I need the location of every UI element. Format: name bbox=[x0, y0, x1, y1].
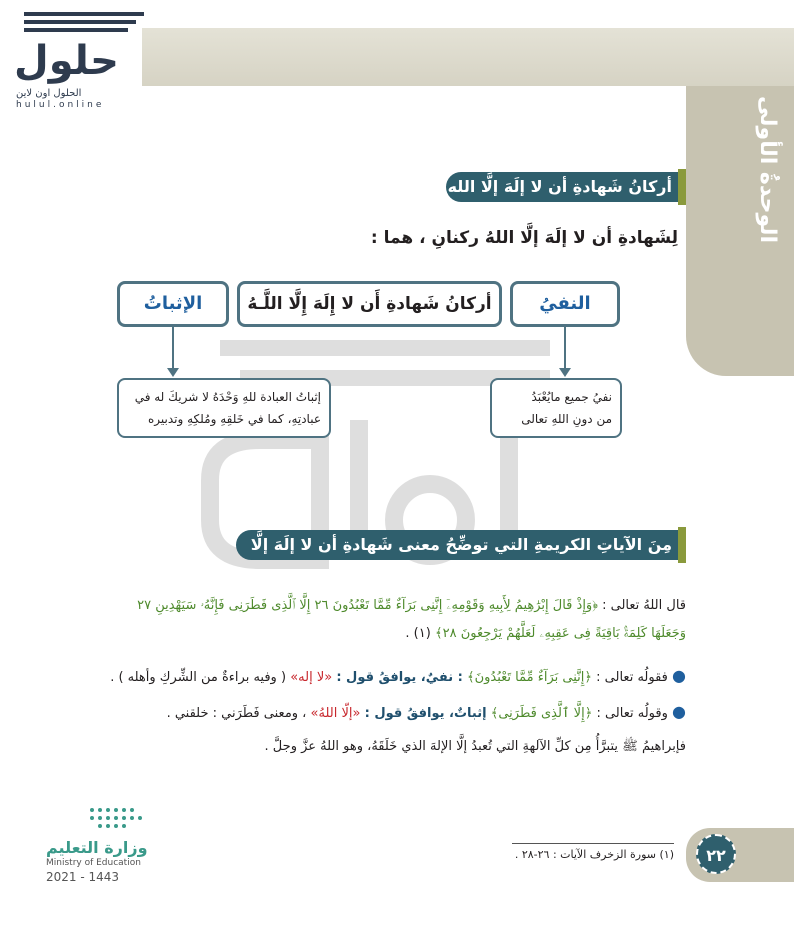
point2-c: ، ومعنى فَطَرَني : خلقني . bbox=[166, 706, 307, 721]
unit-title: الوحدةُ الأولى bbox=[755, 96, 780, 244]
bullet-icon: ● bbox=[672, 666, 686, 685]
page-number: ٢٢ bbox=[696, 834, 736, 874]
verse-text-1: ﴿وَإِذْ قَالَ إِبْرَٰهِيمُ لِأَبِيهِ وَقَوْمِهِۦٓ إِنَّنِى بَرَآءٌ مِّمَّا تَعْبُدُونَ ٢٦ إِلَّا ٱلَّذِى فَطَرَنِى فَإِنَّهُۥ سَيَهْدِينِ ٢٧ bbox=[137, 598, 598, 613]
header-cap bbox=[678, 527, 686, 563]
arrow-down-negation bbox=[564, 327, 566, 369]
footnote-rule bbox=[512, 843, 674, 844]
point-negation bbox=[110, 666, 686, 685]
logo-subtitle-ar: الحلول اون لاين bbox=[16, 88, 82, 99]
point1-red: «لا إله» bbox=[290, 670, 333, 685]
point1-verse: ﴿إِنَّنِى بَرَآءٌ مِّمَّا تَعْبُدُونَ﴾ bbox=[466, 670, 593, 685]
negation-box: النفيُ bbox=[510, 281, 620, 327]
top-band bbox=[142, 28, 794, 86]
pillars-heading-box: أركانُ شَهادةِ أَن لا إِلَهَ إِلَّا اللَّـهُ bbox=[237, 281, 502, 327]
logo-word: حلول bbox=[14, 38, 119, 84]
logo-subtitle-en: hulul.online bbox=[16, 100, 105, 110]
negation-desc-line2: من دونِ اللهِ تعالى bbox=[521, 412, 612, 426]
footnote: (١) سورة الزخرف الآيات : ٢٦-٢٨ . bbox=[514, 848, 674, 861]
ministry-logo-icon bbox=[88, 806, 148, 830]
point1-a: فقولُه تعالى : bbox=[596, 670, 668, 685]
verse-line2 bbox=[405, 626, 686, 641]
ministry-name-en: Ministry of Education bbox=[46, 858, 141, 868]
arrow-down-affirmation bbox=[172, 327, 174, 369]
verse-ref: (١) . bbox=[405, 626, 431, 641]
ministry-year: 2021 - 1443 bbox=[46, 870, 120, 884]
header-cap bbox=[678, 169, 686, 205]
affirmation-description bbox=[117, 378, 331, 438]
point2-verse: ﴿إِلَّا ٱلَّذِى فَطَرَنِى﴾ bbox=[490, 706, 593, 721]
point2-a: وقولُه تعالى : bbox=[596, 706, 668, 721]
point1-c: ( وفيه براءةٌ من الشِّركِ وأهله ) . bbox=[110, 670, 287, 685]
verse-line1 bbox=[137, 598, 686, 613]
section-title: مِنَ الآياتِ الكريمةِ التي توضِّحُ معنى شَهادةِ أن لا إلَهَ إلَّا الله bbox=[250, 535, 672, 584]
point2-b: إثباتٌ، يوافقُ قول : bbox=[364, 706, 487, 721]
verse-intro: قال اللهُ تعالى : bbox=[602, 598, 686, 613]
intro-text: لِشَهادةِ أن لا إلَهَ إلَّا اللهُ ركنانِ ، هما : bbox=[370, 228, 678, 248]
ministry-name-ar: وزارة التعليم bbox=[46, 838, 148, 857]
bullet-icon: ● bbox=[672, 702, 686, 721]
affirmation-box: الإثباتُ bbox=[117, 281, 229, 327]
section-header-verses bbox=[236, 530, 686, 584]
affirmation-desc-line2: عبادتِهِ، كما في خَلقِهِ ومُلكِهِ وتدبيره bbox=[148, 412, 321, 426]
point2-red: «إلّا اللهُ» bbox=[310, 706, 361, 721]
negation-description bbox=[490, 378, 622, 438]
verse-text-2: وَجَعَلَهَا كَلِمَةًۢ بَاقِيَةً فِى عَقِبِهِۦ لَعَلَّهُمْ يَرْجِعُونَ ٢٨﴾ bbox=[434, 626, 686, 641]
section-header-pillars bbox=[446, 172, 686, 202]
negation-desc-line1: نفيُ جميع مايُعْبَدُ bbox=[531, 390, 612, 404]
point-affirmation bbox=[167, 702, 686, 721]
section-title: أركانُ شَهادةِ أن لا إلَهَ إلَّا الله bbox=[447, 177, 672, 196]
point1-b: : نفيٌ، يوافقُ قول : bbox=[336, 670, 463, 685]
site-logo bbox=[14, 6, 152, 110]
conclusion: فإبراهيمُ ﷺ يتبرَّأُ مِن كلِّ الآلهةِ التي تُعبدُ إلَّا الإلهَ الذي خَلَقَهُ، وهو اللهُ عزَّ وجلَّ . bbox=[264, 739, 686, 754]
affirmation-desc-line1: إثباتُ العبادة للهِ وَحْدَهُ لا شريكَ له في bbox=[134, 390, 321, 404]
